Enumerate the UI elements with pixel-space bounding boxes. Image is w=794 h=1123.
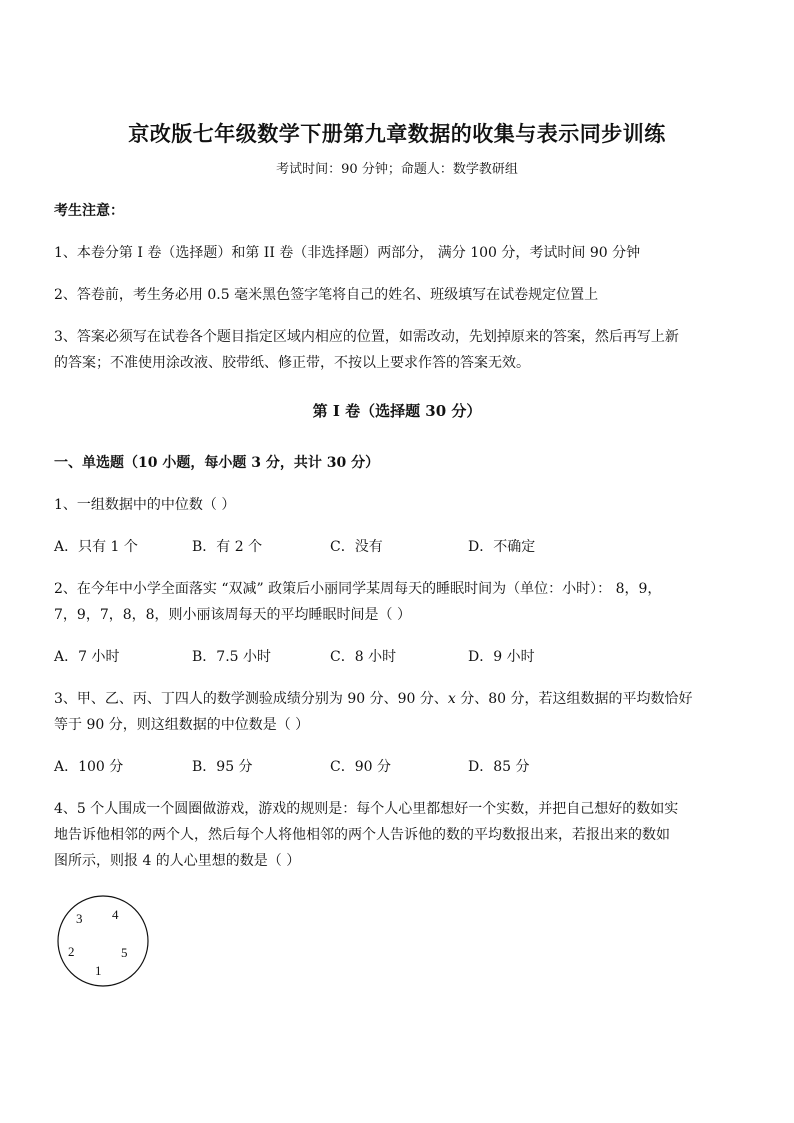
figure-number-4: 4: [112, 907, 119, 922]
notice-item-3-cont: 的答案；不准使用涂改液、胶带纸、修正带，不按以上要求作答的答案无效。: [54, 355, 530, 371]
q1-option-c[interactable]: C．没有: [330, 539, 383, 555]
q1-option-a[interactable]: A．只有 1 个: [54, 539, 138, 555]
q2-option-d[interactable]: D．9 小时: [468, 649, 535, 665]
q3-stem-part-b: 分、80 分，若这组数据的平均数恰好: [455, 691, 693, 707]
q3-option-d[interactable]: D．85 分: [468, 759, 530, 775]
q2-option-b[interactable]: B．7.5 小时: [192, 649, 272, 665]
page-title: 京改版七年级数学下册第九章数据的收集与表示同步训练: [128, 121, 666, 146]
notice-item-3: 3、答案必须写在试卷各个题目指定区域内相应的位置，如需改动，先划掉原来的答案，然后再写上新: [54, 329, 679, 345]
q2-option-a[interactable]: A．7 小时: [54, 649, 120, 665]
circle-figure: [50, 895, 160, 990]
q1-option-b[interactable]: B．有 2 个: [192, 539, 263, 555]
notice-heading: 考生注意：: [54, 203, 124, 219]
question-4-stem-line2: 地告诉他相邻的两个人，然后每个人将他相邻的两个人告诉他的数的平均数报出来，若报出来的数如: [54, 827, 670, 843]
figure-number-3: 3: [76, 911, 83, 926]
q3-option-c[interactable]: C．90 分: [330, 759, 391, 775]
q3-stem-part-a: 3、甲、乙、丙、丁四人的数学测验成绩分别为 90 分、90 分、: [54, 691, 448, 707]
figure-number-5: 5: [121, 945, 128, 960]
q3-option-b[interactable]: B．95 分: [192, 759, 253, 775]
question-2-stem-line1: 2、在今年中小学全面落实 “双减” 政策后小丽同学某周每天的睡眠时间为（单位：小时）： 8，9，: [54, 581, 662, 597]
question-3-stem-line2: 等于 90 分，则这组数据的中位数是（ ）: [54, 717, 310, 733]
exam-info: 考试时间：90 分钟；命题人：数学教研组: [276, 162, 518, 177]
q1-option-d[interactable]: D．不确定: [468, 539, 536, 555]
q3-option-a[interactable]: A．100 分: [54, 759, 124, 775]
part-heading: 一、单选题（10 小题，每小题 3 分，共计 30 分）: [54, 455, 380, 471]
question-3-stem-line1: [54, 688, 693, 708]
q3-variable: x: [447, 691, 456, 707]
notice-item-1: 1、本卷分第 I 卷（选择题）和第 II 卷（非选择题）两部分， 满分 100 分，考试时间 90 分钟: [54, 245, 641, 261]
question-4-stem-line3: 图所示，则报 4 的人心里想的数是（ ）: [54, 853, 301, 869]
notice-item-2: 2、答卷前，考生务必用 0.5 毫米黑色签字笔将自己的姓名、班级填写在试卷规定位置上: [54, 287, 599, 303]
section-title: 第 I 卷（选择题 30 分）: [312, 402, 482, 420]
question-4-stem-line1: 4、5 个人围成一个圆圈做游戏，游戏的规则是：每个人心里都想好一个实数，并把自己想好的数如实: [54, 801, 679, 817]
circle-outline: [58, 896, 148, 986]
question-2-stem-line2: 7，9，7，8，8，则小丽该周每天的平均睡眠时间是（ ）: [54, 607, 411, 623]
question-1-stem: 1、一组数据中的中位数（ ）: [54, 497, 236, 513]
q2-option-c[interactable]: C．8 小时: [330, 649, 397, 665]
figure-number-2: 2: [68, 944, 75, 959]
figure-number-1: 1: [95, 963, 102, 978]
